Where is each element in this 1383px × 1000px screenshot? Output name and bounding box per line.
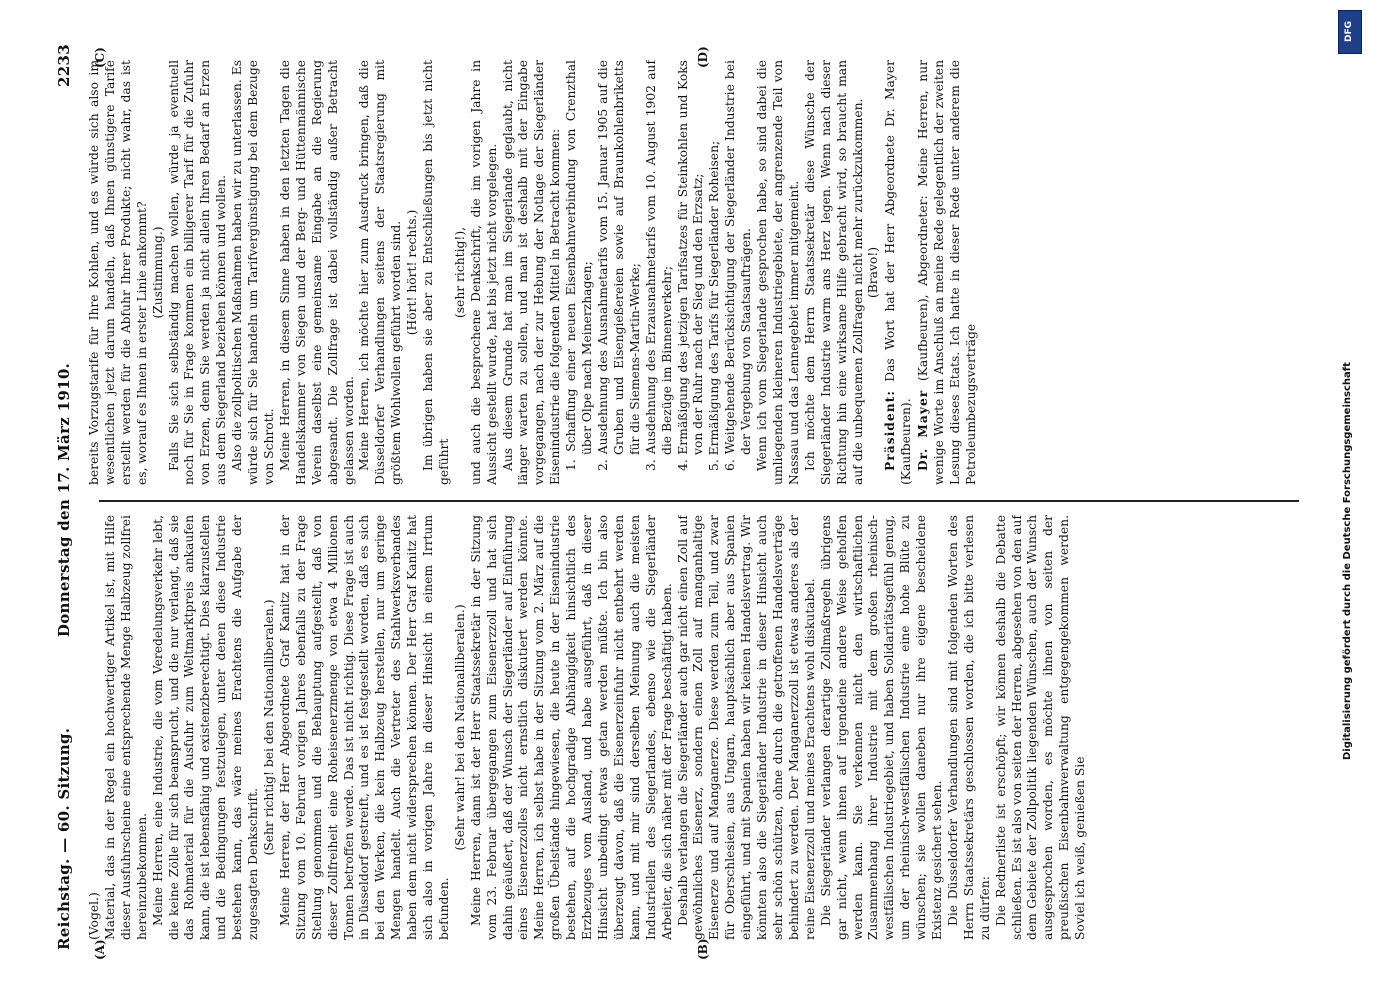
interjection: (Bravo!): [866, 246, 881, 299]
right-paragraph: Wenn ich vom Siegerlande gesprochen habe, so sind dabei die umliegenden kleineren Industriegebiete, der angrenzende Teil von Nassau und das Lennegebiet immer mitgemeint.: [755, 60, 801, 485]
right-paragraph: Ich möchte dem Herrn Staatssekretär diese Wünsche der Siegerländer Industrie warm ans Herz legen. Wenn nach dieser Richtung hin eine wirksame Hilfe gebracht wird, so braucht man auf die unbequemen Zollfragen nicht mehr zurückzukommen.: [802, 60, 865, 485]
right-column: [87, 60, 1303, 485]
interjection: (Sehr richtig! bei den Nationalliberalen.): [261, 599, 276, 856]
dfg-logo-text: DFG: [1344, 20, 1354, 42]
left-paragraph: Deshalb verlangen die Siegerländer auch gar nicht einen Zoll auf gewöhnliches Eisenerz, sondern einen Zoll auf manganhaltige Eisenerze und auf Manganerze. Diese werden zum Teil, und zwar für Oberschlesien, aus Ungarn, hauptsächlich aber aus Spanien eingeführt, und mit Spanien haben wir keinen Handelsvertrag. Wir könnten also die Siegerländer Industrie in dieser Hinsicht auch sehr schön schützen, ohne durch die getroffenen Handelsverträge behindert zu werden. Der Manganerzzoll ist etwas anderes als der reine Eisenerzzoll und meines Erachtens wohl diskutabel.: [675, 515, 817, 940]
mayer-text: (Kaufbeuren), Abgeordneter: Meine Herren, nur wenige Worte im Anschluß an meine Rede gelegentlich der zweiten Lesung dieses Etats. Ich hatte in dieser Rede unter anderem die Petroleumbezugsverträge: [916, 60, 978, 485]
speaker-tag: (Vogel.): [87, 892, 101, 940]
marker-b: (B): [696, 938, 710, 960]
right-paragraph: Meine Herren, in diesem Sinne haben in den letzten Tagen die Handelskammer von Siegen und der Berg- und Hüttenmännische Verein daselbst eine gemeinsame Eingabe an die Regierung abgesandt. Die Zollfrage ist dabei vollständig außer Betracht gelassen worden.: [277, 60, 356, 485]
left-paragraph: Meine Herren, der Herr Abgeordnete Graf Kanitz hat in der Sitzung vom 10. Februar vorigen Jahres ebenfalls zu der Frage Stellung genommen und die Behauptung aufgestellt, daß von dieser Zollfreiheit eine Roheisenerzmenge von etwa 4 Millionen Tonnen betroffen werde. Das ist nicht richtig. Diese Frage ist auch in Düsseldorf gestreift, und es ist festgestellt worden, daß es sich bei den Werken, die kein Halbzeug herstellen, nur um geringe Mengen handelt. Auch die Vertreter des Stahlwerksverbandes haben dem nicht widersprechen können. Der Herr Graf Kanitz hat sich also in vorigen Jahre in dieser Hinsicht in einem Irrtum befunden.: [277, 515, 451, 940]
list-item: 3. Ausdehnung des Erzausnahmetarifs vom 10. August 1902 auf die Bezüge im Binnenverkehr;: [643, 60, 674, 471]
header-left: Reichstag. — 60. Sitzung.: [55, 727, 73, 950]
left-paragraph: Die Düsseldorfer Verhandlungen sind mit folgenden Worten des Herrn Staatssekretärs geschlossen worden, die ich bitte verlesen zu dürfen:: [945, 515, 992, 940]
left-paragraph: Meine Herren, eine Industrie, die vom Veredelungsverkehr lebt, die keine Zölle für sich beansprucht, und die nur verlangt, daß sie das Rohmaterial für die Ausfuhr zum Weltmarktpreis ankaufen kann, die ist lebensfähig und existenzberechtigt. Dies klarzustellen und die Bedingungen festzulegen, unter denen diese Industrie bestehen kann, das wäre meines Erachtens die Aufgabe der zugesagten Denkschrift.: [150, 515, 261, 940]
quoted-paragraph: Die Rednerliste ist erschöpft; wir können deshalb die Debatte schließen. Es ist also von seiten der Herren, abgesehen von den auf dem Gebiete der Zollpolitik liegenden Wünschen, auch der Wunsch ausgesprochen worden, es möchte ihnen von seiten der preußischen Eisenbahnverwaltung entgegengekommen werden. Soviel ich weiß, genießen Sie: [993, 515, 1088, 940]
right-paragraph: Falls Sie sich selbständig machen wollen, würde ja eventuell noch für Sie in Frage kommen ein billigerer Tarif für die Zufuhr von Erzen, denn Sie werden ja nicht allein Ihren Bedarf an Erzen aus dem Siegerland beziehen können und wollen.: [166, 60, 229, 485]
list-item: 5. Ermäßigung des Tarifs für Siegerländer Roheisen;: [707, 140, 722, 471]
interjection: (Hört! hört! rechts.): [405, 209, 420, 336]
left-column: [87, 515, 1303, 940]
mayer-label: Dr. Mayer: [915, 389, 931, 471]
left-paragraph: Meine Herren, dann ist der Herr Staatssekretär in der Sitzung vom 23. Februar übergegangen zum Eisenerzzoll und hat sich dahin geäußert, daß der Wunsch der Siegerländer auf Einführung eines Eisenerzzolles nicht ernstlich diskutiert werden könnte. Meine Herren, ich selbst habe in der Sitzung vom 2. März auf die großen Übelstände hingewiesen, die heute in der Eisenindustrie bestehen, auf die hochgradige Abhängigkeit hinsichtlich des Erzbezuges vom Ausland, und habe ausgeführt, daß in dieser Hinsicht unbedingt etwas getan werden müßte. Ich bin also überzeugt davon, daß die Eisenerzeinfuhr nicht entbehrt werden kann, und mit mir sind derselben Meinung auch die meisten Industriellen des Siegerlandes, ebenso wie die Siegerländer Arbeiter, die sich näher mit der Frage beschäftigt haben.: [468, 515, 674, 940]
list-item: 4. Ermäßigung des jetzigen Tarifsatzes für Steinkohlen und Koks von der Ruhr nach der Sieg und den Erzsatz;: [675, 60, 706, 471]
list-item: 2. Ausdehnung des Ausnahmetarifs vom 15. Januar 1905 auf die Gruben und Eisengießereien sowie auf Braunkohlenbriketts für die Siemens-Martin-Werke;: [596, 60, 642, 471]
digitization-note: Digitalisierung gefördert durch die Deutsche Forschungsgemeinschaft: [1342, 362, 1353, 760]
right-paragraph: Meine Herren, ich möchte hier zum Ausdruck bringen, daß die Düsseldorfer Verhandlungen seitens der Staatsregierung mit größtem Wohlwollen geführt worden sind.: [357, 60, 404, 485]
rotated-document: [51, 40, 1311, 960]
left-paragraph: Die Siegerländer verlangen derartige Zollmaßregeln übrigens gar nicht, wenn ihnen auf irgendeine andere Weise geholfen werden kann. Sie verkennen nicht den wirtschaftlichen Zusammenhang ihrer Industrie mit dem großen rheinisch-westfälischen Industriegebiet, und haben Solidaritätsgefühl genug, um der rheinisch-westfälischen Industrie eine hohe Blüte zu wünschen; sie wollen daneben nur ihre eigene bescheidene Existenz gesichert sehen.: [818, 515, 945, 940]
interjection: (Zustimmung.): [150, 226, 165, 319]
list-item: 6. Weitgehende Berücksichtigung der Siegerländer Industrie bei der Vergebung von Staatsaufträgen.: [723, 60, 754, 471]
marker-d: (D): [696, 46, 710, 68]
right-paragraph: Aus diesem Grunde hat man im Siegerlande geglaubt, nicht länger warten zu sollen, und man ist deshalb mit der Eingabe vorgegangen, nach der zur Hebung der Notlage der Siegerländer Eisenindustrie die folgenden Mittel in Betracht kommen:: [500, 60, 563, 485]
page-header: [51, 40, 81, 960]
president-text: Das Wort hat der Herr Abgeordnete Dr. Mayer (Kaufbeuren).: [883, 60, 914, 485]
interjection: (Sehr wahr! bei den Nationalliberalen.): [452, 604, 467, 851]
right-paragraph: und auch die besprochene Denkschrift, die im vorigen Jahre in Aussicht gestellt wurde, hat bis jetzt nicht vorgelegen.: [468, 60, 499, 485]
column-divider: [99, 500, 1299, 502]
marker-a: (A): [93, 939, 107, 960]
page-number: 2233: [55, 44, 73, 87]
mayer-paragraph: [915, 60, 980, 485]
interjection: (sehr richtig!),: [452, 226, 467, 319]
president-label: Präsident:: [882, 390, 898, 471]
left-paragraph: Material, das in der Regel ein hochwertiger Artikel ist, mit Hilfe dieser Ausfuhrscheine eine entsprechende Menge Halbzeug zollfrei hereinzubekommen.: [102, 515, 149, 940]
list-item: 1. Schaffung einer neuen Eisenbahnverbindung von Crenzthal über Olpe nach Meinerzhagen;: [564, 60, 595, 471]
president-paragraph: [882, 60, 915, 485]
right-paragraph: Also die zollpolitischen Maßnahmen haben wir zu unterlassen. Es würde sich für Sie handeln um Tarifvergünstigung bei dem Bezuge von Schrott.: [230, 60, 276, 485]
marker-c: (C): [93, 47, 107, 68]
right-paragraph: bereits Vorzugstarife für Ihre Kohlen, und es würde sich also im wesentlichen jetzt darum handeln, daß Ihnen günstigere Tarife erstellt werden für die Abfuhr Ihrer Produkte; nicht wahr, das ist es, worauf es Ihnen in erster Linie ankommt?: [87, 60, 149, 485]
header-date: Donnerstag den 17. März 1910.: [55, 362, 73, 638]
right-paragraph: Im übrigen haben sie aber zu Entschließungen bis jetzt nicht geführt: [421, 60, 451, 485]
